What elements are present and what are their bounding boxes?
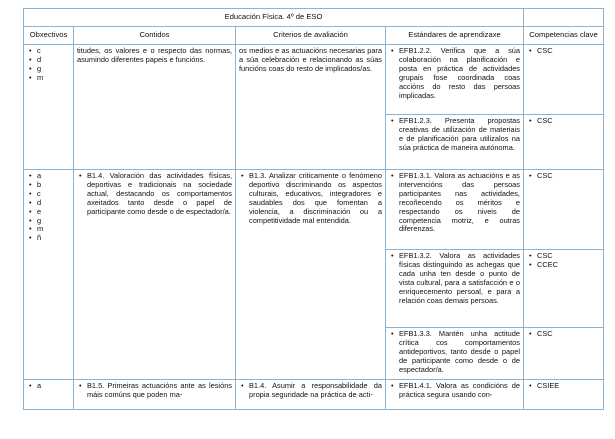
objective-item: • a — [37, 382, 70, 391]
content-text: • B1.4. Valoración das actividades físicas, deportivas e tradicionais na sociedade actual, destacando os comportamentos axeitados tanto desde o papel de participante como desde o de espectador/a. — [87, 172, 232, 217]
competence-item: • CSC — [537, 330, 600, 339]
objective-item: • b — [37, 181, 70, 190]
competence-cell — [524, 328, 604, 380]
competence-item: • CCEC — [537, 261, 600, 270]
standard-cell — [386, 328, 524, 380]
objective-item: • c — [37, 190, 70, 199]
competence-item: • CSC — [537, 47, 600, 56]
table-row — [24, 45, 604, 115]
objective-item: • d — [37, 56, 70, 65]
content-text: • B1.5. Primeiras actuacións ante as lesións máis comúns que poden ma- — [87, 382, 232, 400]
competence-item: • CSC — [537, 172, 600, 181]
objective-item: • g — [37, 65, 70, 74]
standard-cell — [386, 250, 524, 328]
header-competences: Competencias clave — [524, 27, 604, 45]
standard-cell — [386, 115, 524, 170]
standard-text: • EFB1.3.1. Valora as actuacións e as intervencións das persoas participantes nas actividades, recoñecendo os méritos e respectando os niveis de competencia motriz, e outras diferenzas. — [399, 172, 520, 234]
criterion-cell — [236, 380, 386, 410]
criterion-text: os medios e as actuacións necesarias para a súa celebración e relacionando as súas funcións coas do resto de implicados/as. — [239, 46, 382, 73]
objective-item: • e — [37, 208, 70, 217]
content-cell — [74, 380, 236, 410]
competence-cell — [524, 115, 604, 170]
criterion-text: • B1.4. Asumir a responsabilidade da propia seguridade na práctica de acti- — [249, 382, 382, 400]
objective-item: • m — [37, 74, 70, 83]
objectives-cell — [24, 380, 74, 410]
competence-cell — [524, 250, 604, 328]
objective-item: • g — [37, 217, 70, 226]
criterion-cell — [236, 45, 386, 170]
standard-text: • EFB1.2.2. Verifica que a súa colaboración na planificación e posta en práctica de actividades grupais fose coordinada coas accións do resto das persoas implicadas. — [399, 47, 520, 100]
criterion-text: • B1.3. Analizar criticamente o fenómeno deportivo discriminando os aspectos culturais, educativos, integradores e saudables dos que fomentan a violencia, a discriminación ou a competitividade mal entendida. — [249, 172, 382, 225]
objective-item: • a — [37, 172, 70, 181]
standard-text: • EFB1.4.1. Valora as condicións de práctica segura usando con- — [399, 382, 520, 400]
competence-cell — [524, 170, 604, 250]
table-title: Educación Física. 4º de ESO — [24, 9, 524, 27]
standard-text: • EFB1.3.3. Mantén unha actitude crítica cos comportamentos antideportivos, tanto desde o papel de participante como desde o de espectador/a. — [399, 330, 520, 375]
content-cell — [74, 170, 236, 380]
objectives-cell — [24, 45, 74, 170]
competence-cell — [524, 45, 604, 115]
header-criteria: Criterios de avaliación — [236, 27, 386, 45]
competence-cell — [524, 380, 604, 410]
standard-cell — [386, 45, 524, 115]
criterion-cell — [236, 170, 386, 380]
competence-item: • CSC — [537, 252, 600, 261]
table-row — [24, 380, 604, 410]
objective-item: • ñ — [37, 234, 70, 243]
header-standards: Estándares de aprendizaxe — [386, 27, 524, 45]
curriculum-table — [23, 8, 604, 410]
header-objectives: Obxectivos — [24, 27, 74, 45]
standard-text: • EFB1.3.2. Valora as actividades físicas distinguindo as achegas que cada unha ten desde o punto de vista cultural, para a satisfacción e o enriquecemento persoal, e para a relación coas demais persoas. — [399, 252, 520, 305]
objectives-cell — [24, 170, 74, 380]
objective-item: • d — [37, 199, 70, 208]
standard-cell — [386, 170, 524, 250]
objective-item: • c — [37, 47, 70, 56]
table-row — [24, 170, 604, 250]
competence-item: • CSC — [537, 117, 600, 126]
objective-item: • m — [37, 225, 70, 234]
competence-item: • CSIEE — [537, 382, 600, 391]
content-text: titudes, os valores e o respecto das normas, asumindo diferentes papeis e funcións. — [77, 46, 232, 64]
header-contents: Contidos — [74, 27, 236, 45]
standard-text: • EFB1.2.3. Presenta propostas creativas de utilización de materiais e de planificación para utilizalos na súa práctica de maneira autónoma. — [399, 117, 520, 153]
content-cell — [74, 45, 236, 170]
standard-cell — [386, 380, 524, 410]
title-row-empty-cell — [524, 9, 604, 27]
